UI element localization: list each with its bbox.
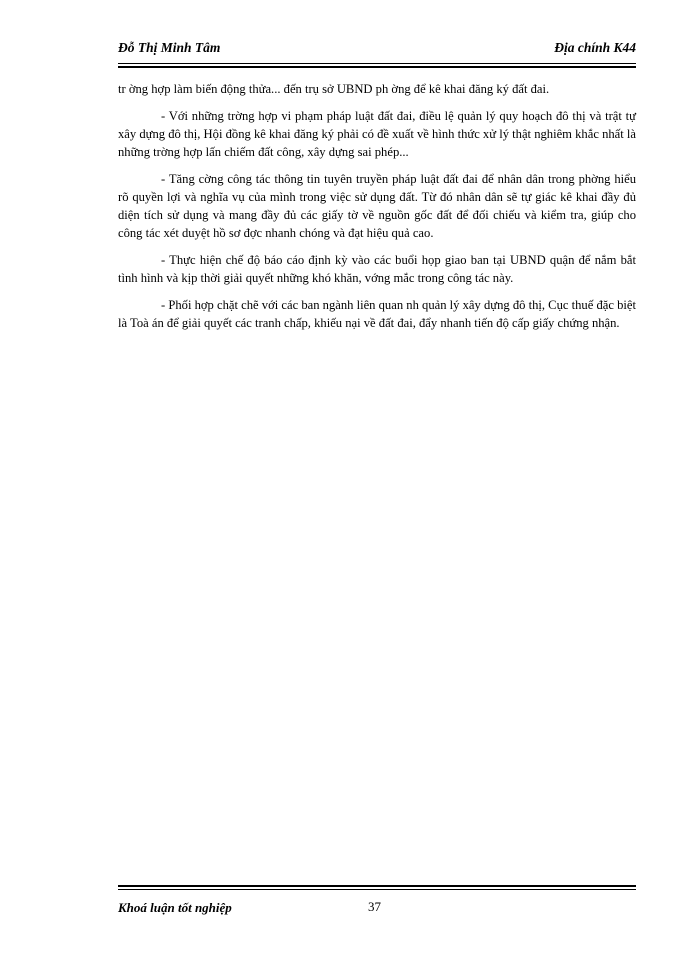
page-footer [118,885,636,925]
page-number: 37 [368,899,381,914]
body-text [118,80,636,341]
header-class: Địa chính K44 [554,40,636,55]
paragraph-propaganda: - Tăng cờng công tác thông tin tuyên truyền pháp luật đất đai để nhân dân trong phờng hiểu rõ quyền lợi và nghĩa vụ của mình trong việc sử dụng đất. Từ đó nhân dân sẽ tự giác kê khai đầy đủ diện tích sử dụng và mang đầy đủ các giấy tờ về nguồn gốc đất để đối chiếu và kiểm tra, giúp cho công tác xét duyệt hồ sơ đợc nhanh chóng và đạt hiệu quả cao. [118,172,636,240]
header-rule-thick [118,66,636,68]
footer-rule-thick [118,885,636,887]
header-rule-thin [118,63,636,64]
page-header [118,40,636,62]
paragraph-violations: - Với những trờng hợp vi phạm pháp luật đất đai, điều lệ quản lý quy hoạch đô thị và trật tự xây dựng đô thị, Hội đồng kê khai đăng ký phải có đề xuất về hình thức xử lý thật nghiêm khắc nhất là những trờng hợp lấn chiếm đất công, xây dựng sai phép... [118,109,636,159]
header-author: Đỗ Thị Minh Tâm [118,40,221,55]
paragraph-coordination: - Phối hợp chặt chẽ với các ban ngành liên quan nh quản lý xây dựng đô thị, Cục thuế đặc biệt là Toà án để giải quyết các tranh chấp, khiếu nại về đất đai, đẩy nhanh tiến độ cấp giấy chứng nhận. [118,298,636,330]
paragraph-reporting: - Thực hiện chế độ báo cáo định kỳ vào các buổi họp giao ban tại UBND quận để nắm bắt tình hình và kịp thời giải quyết những khó khăn, vớng mắc trong công tác này. [118,253,636,285]
footer-thesis-label: Khoá luận tốt nghiệp [118,900,232,915]
paragraph-continuation: tr ờng hợp làm biến động thửa... đến trụ sở UBND ph ờng để kê khai đăng ký đất đai. [118,82,550,96]
footer-rule-thin [118,889,636,890]
